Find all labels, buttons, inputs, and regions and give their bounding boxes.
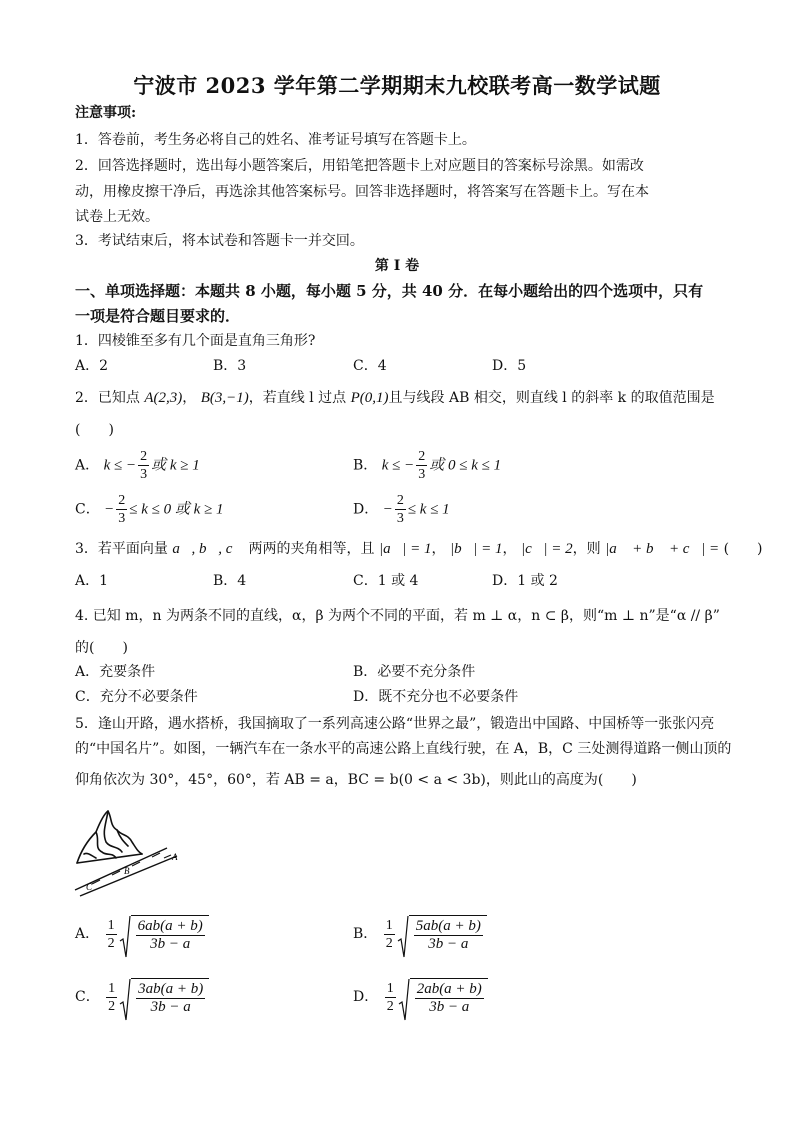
- numerator: 2: [140, 449, 148, 464]
- q3-eq3: |c⃗| = 2: [520, 541, 573, 557]
- numerator: 2: [418, 449, 426, 464]
- page-title: 宁波市 2023 学年第二学期期末九校联考高一数学试题: [133, 73, 661, 98]
- denominator: 3b − a: [429, 999, 470, 1015]
- mountain-road-figure: [72, 808, 197, 898]
- q3-stem: 3．若平面向量 a⃗, b⃗, c⃗ 两两的夹角相等，且 |a⃗| = 1， |b⃗| = 1， |c⃗| = 2，则 |a⃗ + b⃗ + c⃗| = ( ): [75, 541, 763, 557]
- q4-option-c: C．充分不必要条件: [75, 689, 198, 705]
- square-root: [397, 915, 487, 953]
- q2-num: 2．已知点: [75, 390, 140, 406]
- notice-item: 试卷上无效。: [75, 209, 159, 225]
- label-b: B: [124, 866, 130, 876]
- fraction-half: [106, 917, 117, 952]
- q3-option-a: A．1: [75, 573, 109, 589]
- label-a: A: [172, 852, 178, 862]
- part-heading: 第 I 卷: [374, 258, 420, 274]
- q3-vectors: a⃗, b⃗, c⃗: [172, 541, 245, 557]
- q3-eq1: |a⃗| = 1: [378, 541, 432, 557]
- q4-stem: 4. 已知 m，n 为两条不同的直线，α，β 为两个不同的平面，若 m ⊥ α，n ⊂ β，则“m ⊥ n”是“α // β”: [75, 608, 720, 624]
- fraction: [136, 918, 205, 953]
- denominator: 3b − a: [150, 936, 191, 952]
- q3-stem-b: 两两的夹角相等，且: [248, 541, 375, 557]
- q3-option-d: D．1 或 2: [492, 573, 558, 589]
- denominator: 3: [418, 467, 426, 482]
- q4-option-b: B．必要不充分条件: [353, 664, 476, 680]
- fraction: [136, 981, 205, 1016]
- fraction: [415, 981, 484, 1016]
- q5-stem-cont2: 仰角依次为 30°，45°，60°，若 AB = a，BC = b(0 < a < 3b)，则此山的高度为( ): [75, 772, 637, 788]
- notice-item: 1．答卷前，考生务必将自己的姓名、准考证号填写在答题卡上。: [75, 132, 476, 148]
- q2-point-a: A(2,3): [144, 390, 183, 406]
- arrow-icon: [164, 855, 171, 858]
- q3-paren: ( ): [723, 541, 763, 557]
- q3-eq2: |b⃗| = 1: [449, 541, 503, 557]
- fraction: [416, 448, 427, 483]
- q2-option-d-post: ≤ k ≤ 1: [407, 501, 450, 518]
- denominator: 3b − a: [428, 936, 469, 952]
- q2-option-d-pre: −: [382, 501, 393, 518]
- q5-option-d-label: D．: [353, 989, 379, 1005]
- square-root: [119, 915, 209, 953]
- q1-option-b: B．3: [213, 358, 247, 374]
- q5-option-a-label: A．: [75, 926, 100, 942]
- numerator: 3ab(a + b): [138, 981, 204, 997]
- mountain-sketch: [77, 811, 142, 863]
- numerator: 1: [108, 980, 116, 996]
- q2-mid: ，若直线 l 过点: [248, 390, 347, 406]
- fraction-half: [106, 980, 117, 1015]
- numerator: 2ab(a + b): [416, 981, 482, 997]
- q2-stem: 2．已知点 A(2,3)， B(3,−1)，若直线 l 过点 P(0,1)且与线段 AB 相交，则直线 l 的斜率 k 的取值范围是: [75, 390, 715, 406]
- denominator: 2: [386, 998, 394, 1014]
- denominator: 3b − a: [150, 999, 191, 1015]
- fraction-half: [385, 980, 396, 1015]
- q2-option-c-post: ≤ k ≤ 0 或 k ≥ 1: [129, 501, 224, 518]
- notice-item: 动，用橡皮擦干净后，再选涂其他答案标号。回答非选择题时，将答案写在答题卡上。写在本: [75, 184, 649, 200]
- numerator: 6ab(a + b): [137, 918, 203, 934]
- notice-item: 3．考试结束后，将本试卷和答题卡一并交回。: [75, 233, 364, 249]
- label-c: C: [86, 882, 93, 892]
- q5-option-c-label: C．: [75, 989, 100, 1005]
- q2-option-c-label: C．: [75, 501, 100, 518]
- radical-icon: [398, 978, 410, 1022]
- q5-option-c: [75, 978, 209, 1016]
- numerator: 1: [385, 917, 393, 933]
- q5-option-a: [75, 915, 209, 953]
- denominator: 2: [108, 998, 116, 1014]
- notice-heading: 注意事项:: [75, 105, 137, 121]
- square-root: [398, 978, 488, 1016]
- q5-stem: 5．逢山开路，遇水搭桥，我国摘取了一系列高速公路“世界之最”，锻造出中国路、中国桥等一张张闪亮: [75, 716, 715, 732]
- q2-option-a-post: 或 k ≥ 1: [151, 457, 200, 474]
- radical-icon: [119, 915, 131, 959]
- q1-stem: 1．四棱锥至多有几个面是直角三角形?: [75, 333, 316, 349]
- notice-item: 2．回答选择题时，选出每小题答案后，用铅笔把答题卡上对应题目的答案标号涂黑。如需改: [75, 158, 644, 174]
- q2-tail: 且与线段 AB 相交，则直线 l 的斜率 k 的取值范围是: [388, 390, 715, 406]
- denominator: 2: [385, 935, 393, 951]
- denominator: 2: [107, 935, 115, 951]
- q4-option-a: A．充要条件: [75, 664, 156, 680]
- q2-option-a-pre: k ≤ −: [103, 457, 137, 474]
- q5-option-b: [353, 915, 487, 953]
- numerator: 1: [386, 980, 394, 996]
- numerator: 1: [107, 917, 115, 933]
- q1-option-a: A．2: [75, 358, 109, 374]
- q3-stem-a: 3．若平面向量: [75, 541, 168, 557]
- q2-option-c: [75, 492, 224, 527]
- denominator: 3: [396, 511, 404, 526]
- fraction: [138, 448, 149, 483]
- q2-option-b-label: B．: [353, 457, 378, 474]
- q2-option-b-post: 或 0 ≤ k ≤ 1: [429, 457, 502, 474]
- fraction: [414, 918, 483, 953]
- numerator: 5ab(a + b): [415, 918, 481, 934]
- q4-stem-cont: 的( ): [75, 640, 128, 656]
- q2-option-d-label: D．: [353, 501, 379, 518]
- q2-option-a: [75, 448, 200, 483]
- q3-stem-c: ，则: [572, 541, 601, 557]
- q2-point-p: P(0,1): [350, 390, 389, 406]
- q3-option-c: C．1 或 4: [353, 573, 419, 589]
- q2-paren: ( ): [75, 422, 114, 438]
- numerator: 2: [118, 493, 126, 508]
- fraction: [116, 492, 127, 527]
- fraction-half: [384, 917, 395, 952]
- q2-option-d: [353, 492, 450, 527]
- square-root: [119, 978, 209, 1016]
- q4-option-d: D．既不充分也不必要条件: [353, 689, 519, 705]
- q5-option-b-label: B．: [353, 926, 378, 942]
- q3-eq4: |a⃗ + b⃗ + c⃗| =: [605, 541, 720, 557]
- q2-option-b: [353, 448, 501, 483]
- q3-option-b: B．4: [213, 573, 247, 589]
- denominator: 3: [118, 511, 126, 526]
- fraction: [395, 492, 406, 527]
- section-title-cont: 一项是符合题目要求的．: [75, 307, 241, 325]
- q1-option-c: C．4: [353, 358, 387, 374]
- q2-option-a-label: A．: [75, 457, 100, 474]
- q2-option-c-pre: −: [104, 501, 115, 518]
- radical-icon: [397, 915, 409, 959]
- section-title: 一、单项选择题：本题共 8 小题，每小题 5 分，共 40 分．在每小题给出的四个选项中，只有: [75, 282, 704, 300]
- q1-option-d: D．5: [492, 358, 527, 374]
- q2-point-b: B(3,−1): [200, 390, 249, 406]
- q2-option-b-pre: k ≤ −: [381, 457, 415, 474]
- radical-icon: [119, 978, 131, 1022]
- q5-stem-cont: 的“中国名片”。如图，一辆汽车在一条水平的高速公路上直线行驶，在 A，B，C 三处测得道路一侧山顶的: [75, 741, 732, 757]
- denominator: 3: [140, 467, 148, 482]
- numerator: 2: [396, 493, 404, 508]
- q5-option-d: [353, 978, 488, 1016]
